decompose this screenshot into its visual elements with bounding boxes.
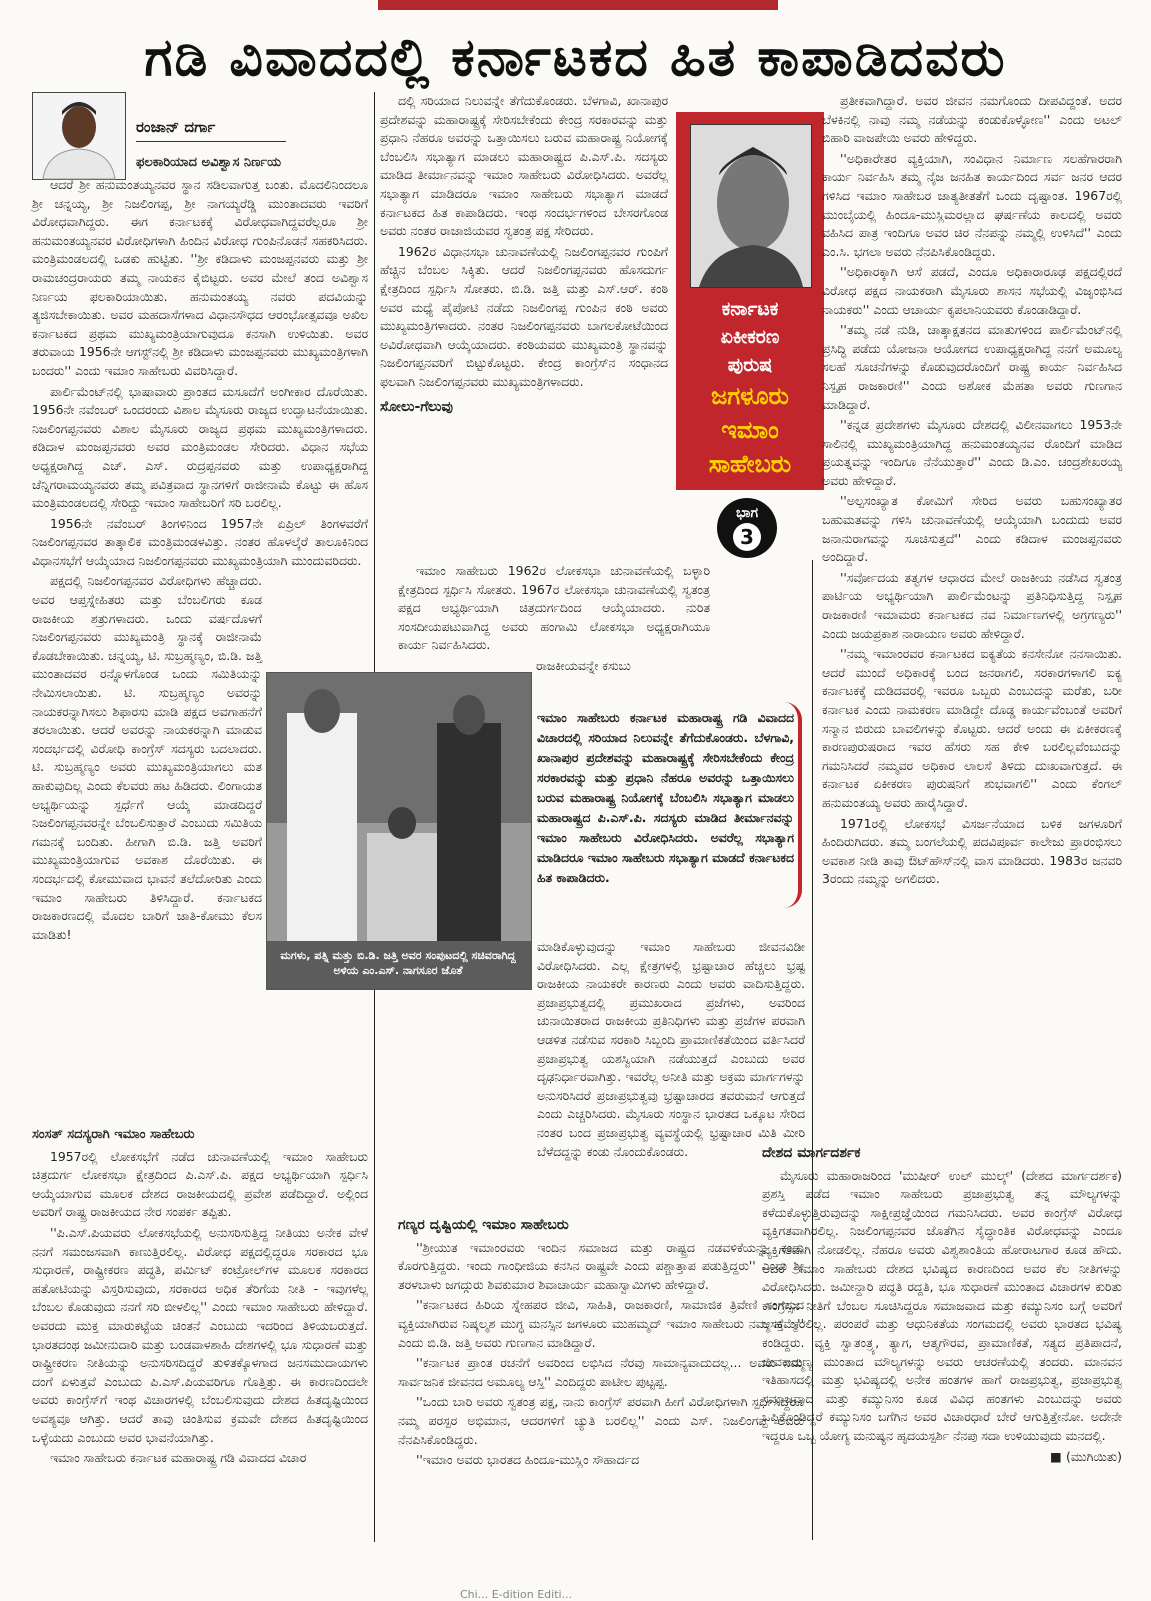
col3-paragraph: ಪ್ರತೀಕವಾಗಿದ್ದಾರೆ. ಅವರ ಜೀವನ ನಮಗೊಂದು ದೀಪವಿದ್ದಂತೆ. ಅದರ ಬೆಳಕಿನಲ್ಲಿ ನಾವು ನಮ್ಮ ನಡೆಯನ್ನು ಕಂಡುಕೊಳ್ಳೋಣ'' ಎಂದು ಅಟಲ್ ಬಿಹಾರಿ ವಾಜಪೇಯಿ ಅವರು ಹೇಳಿದ್ದರು. [822,93,1122,146]
col1-paragraph: ಪಕ್ಷದಲ್ಲಿ ನಿಜಲಿಂಗಪ್ಪನವರ ವಿರೋಧಿಗಳು ಹೆಚ್ಚಾದರು. ಅವರ ಆಪ್ತಸ್ನೇಹಿತರು ಮತ್ತು ಬೆಂಬಲಿಗರು ಕೂಡ ರಾಜಕೀಯ ಶತ್ರುಗಳಾದರು. ಒಂದು ವರ್ಷದೊಳಗೆ ನಿಜಲಿಂಗಪ್ಪನವರು ಮುಖ್ಯಮಂತ್ರಿ ಸ್ಥಾನಕ್ಕೆ ರಾಜೀನಾಮೆ ಕೊಡಬೇಕಾಯಿತು. ಚನ್ನಯ್ಯ, ಟಿ. ಸುಬ್ರಹ್ಮಣ್ಯಂ, ಬಿ.ಡಿ. ಜತ್ತಿ ಮುಂತಾದವರ ರನ್ನೊಳಗೊಂಡ ಒಂದು ಸಮಿತಿಯನ್ನು ನೇಮಿಸಲಾಯಿತು. ಟಿ. ಸುಬ್ರಹ್ಮಣ್ಯಂ ಅವರನ್ನು ನಾಯಕರನ್ನಾಗಿಸಲು ಶಿಫಾರಸು ಮಾಡಿ ಪಕ್ಷದ ಅವಗಾಹನೆಗೆ ತರಲಾಯಿತು. ಆದರೆ ಅವರನ್ನು ನಾಯಕರನ್ನಾಗಿ ಮಾಡುವ ಸಂದರ್ಭದಲ್ಲಿ ವಿರೋಧಿ ಕಾಂಗ್ರೆಸ್ ಸದಸ್ಯರು ಬದಲಾದರು. ಟಿ. ಸುಬ್ರಹ್ಮಣ್ಯಂ ಅವರು ಮುಖ್ಯಮಂತ್ರಿಯಾಗಲು ಮತ ಹಾಕುವುದಿಲ್ಲ ಎಂದು ಕೆಲವರು ಹಟ ಹಿಡಿದರು. ಲಿಂಗಾಯತ ಅಭ್ಯರ್ಥಿಯನ್ನು ಸ್ಪರ್ಧೆಗೆ ಆಯ್ಕೆ ಮಾಡದಿದ್ದರೆ ನಿಜಲಿಂಗಪ್ಪನವರನ್ನೇ ಬೆಂಬಲಿಸುತ್ತಾರೆ ಎಂಬುದು ಸಮಿತಿಯ ಗಮನಕ್ಕೆ ಬಂದಿತು. ಹೀಗಾಗಿ ಬಿ.ಡಿ. ಜತ್ತಿ ಅವರಿಗೆ ಮುಖ್ಯಮಂತ್ರಿಯಾಗುವ ಅವಕಾಶ ದೊರೆಯಿತು. ಈ ಸಂದರ್ಭದಲ್ಲಿ ಕೋಮುವಾದ ಭಾವನೆ ತಲೆದೋರಿತು ಎಂದು ಇಮಾಂ ಸಾಹೇಬರು ತಿಳಿಸಿದ್ದಾರೆ. ಕರ್ನಾಟಕದ ರಾಜಕಾರಣದಲ್ಲಿ ಮೊದಲ ಬಾರಿಗೆ ಜಾತಿ-ಕೋಮು ಕೆಲಸ ಮಾಡಿತು! [32,573,262,942]
section-heading-mp: ಸಂಸತ್ ಸದಸ್ಯರಾಗಿ ಇಮಾಂ ಸಾಹೇಬರು [32,1127,195,1142]
col2-paragraph: ''ಶ್ರೀಯುತ ಇಮಾಂರವರು ಇಂದಿನ ಸಮಾಜದ ಮತ್ತು ರಾಷ್ಟ್ರದ ನಡವಳಿಕೆಯನ್ನು ಕಂಡು ಕೊರಗುತ್ತಿದ್ದರು. ಇಂದು ಗಾಂಧೀಜಿಯ ಕನಸಿನ ರಾಷ್ಟ್ರವೇ ಎಂದು ಪಶ್ಚಾತ್ತಾಪ ಪಡುತ್ತಿದ್ದರು'' ಎಂದು ಶ್ರೀ ತರಳಬಾಳು ಜಗದ್ಗುರು ಶಿವಕುಮಾರ ಶಿವಾಚಾರ್ಯ ಮಹಾಸ್ವಾಮಿಗಳು ಹೇಳಿದ್ದಾರೆ. [398,1239,804,1292]
feature-line-3: ಪುರುಷ [727,354,773,376]
column-1-heading: ಫಲಕಾರಿಯಾದ ಅವಿಶ್ವಾಸ ನಿರ್ಣಯ [136,155,282,170]
family-photo [266,672,532,990]
feature-name-1: ಜಗಳೂರು [711,382,789,410]
pull-quote: ಇಮಾಂ ಸಾಹೇಬರು ಕರ್ನಾಟಕ ಮಹಾರಾಷ್ಟ್ರ ಗಡಿ ವಿವಾದದ ವಿಚಾರದಲ್ಲಿ ಸರಿಯಾದ ನಿಲುವನ್ನೇ ತೆಗೆದುಕೊಂಡರು. ಬೆಳಗಾವಿ, ಖಾನಾಪುರ ಪ್ರದೇಶವನ್ನು ಮಹಾರಾಷ್ಟ್ರಕ್ಕೆ ಸೇರಿಸಬೇಕೆಂದು ಕೇಂದ್ರ ಸರಕಾರವನ್ನು ಮತ್ತು ಪ್ರಧಾನಿ ನೆಹರೂ ಅವರನ್ನು ಒತ್ತಾಯಿಸಲು ಬರುವ ಮಹಾರಾಷ್ಟ್ರ ನಿಯೋಗಕ್ಕೆ ಬೆಂಬಲಿಸಿ ಸಭಾತ್ಯಾಗ ಮಾಡಲು ಮಹಾರಾಷ್ಟ್ರದ ಪಿ.ಎಸ್.ಪಿ. ಸದಸ್ಯರು ಮಾಡಿದ ತೀರ್ಮಾನವನ್ನು ಇಮಾಂ ಸಾಹೇಬರು ವಿರೋಧಿಸಿದರು. ಅವರೆಲ್ಲ ಸಭಾತ್ಯಾಗ ಮಾಡಿದರೂ ಇಮಾಂ ಸಾಹೇಬರು ಸಭಾತ್ಯಾಗ ಮಾಡದೆ ಕರ್ನಾಟಕದ ಹಿತ ಕಾಪಾಡಿದರು. [537,702,802,908]
col1-paragraph: ಪಾರ್ಲಿಮೆಂಟ್‌ನಲ್ಲಿ ಭಾಷಾವಾರು ಪ್ರಾಂತದ ಮಸೂದೆಗೆ ಅಂಗೀಕಾರ ದೊರೆಯಿತು. 1956ನೇ ನವೆಂಬರ್ ಒಂದರಂದು ವಿಶಾಲ ಮೈಸೂರು ರಾಜ್ಯದ ಉದ್ಘಾಟನೆಯಾಯಿತು. ನಿಜಲಿಂಗಪ್ಪನವರು ವಿಶಾಲ ಮೈಸೂರು ರಾಜ್ಯದ ಪ್ರಥಮ ಮುಖ್ಯಮಂತ್ರಿಗಳಾದರು. ಕಡಿದಾಳ ಮಂಜಪ್ಪನವರು ಅವರ ಮಂತ್ರಿಮಂಡಲ ಸೇರಿದರು. ವಿಧಾನ ಸಭೆಯ ಅಧ್ಯಕ್ಷರಾಗಿದ್ದ ಎಚ್. ಎಸ್. ರುದ್ರಪ್ಪನವರು ಮತ್ತು ಉಪಾಧ್ಯಕ್ಷರಾಗಿದ್ದ ಚೆನ್ನಿಗರಾಮಯ್ಯನವರು ತಮ್ಮ ಪವಿತ್ರವಾದ ಸ್ಥಾನಗಳಿಗೆ ರಾಜೀನಾಮೆ ಕೊಟ್ಟು ಈ ಹೊಸ ಮಂತ್ರಿಮಂಡಲದಲ್ಲಿ ಸೇರಿದ್ದು ಇಮಾಂ ಸಾಹೇಬರಿಗೆ ಸರಿ ಬರಲಿಲ್ಲ. [32,383,368,511]
section-heading-dignitaries: ಗಣ್ಯರ ದೃಷ್ಟಿಯಲ್ಲಿ ಇಮಾಂ ಸಾಹೇಬರು [398,1217,569,1233]
author-portrait [32,92,126,180]
col1-paragraph: ಇಮಾಂ ಸಾಹೇಬರು ಕರ್ನಾಟಕ ಮಹಾರಾಷ್ಟ್ರ ಗಡಿ ವಿವಾದದ ವಿಚಾರ [50,1450,307,1466]
col2-paragraph: ಇಮಾಂ ಸಾಹೇಬರು 1962ರ ಲೋಕಸಭಾ ಚುನಾವಣೆಯಲ್ಲಿ ಬಳ್ಳಾರಿ ಕ್ಷೇತ್ರದಿಂದ ಸ್ಪರ್ಧಿಸಿ ಸೋತರು. 1967ರ ಲೋಕಸಭಾ ಚುನಾವಣೆಯಲ್ಲಿ ಸ್ವತಂತ್ರ ಪಕ್ಷದ ಅಭ್ಯರ್ಥಿಯಾಗಿ ಚಿತ್ರದುರ್ಗದಿಂದ ಆಯ್ಕೆಯಾದರು. ನುರಿತ ಸಂಸದೀಯಪಟುವಾಗಿದ್ದ ಅವರು ಹಂಗಾಮಿ ಲೋಕಸಭಾ ಅಧ್ಯಕ್ಷರಾಗಿಯೂ ಕಾರ್ಯ ನಿರ್ವಹಿಸಿದರು. [398,563,710,653]
section-heading-win-loss: ಸೋಲು-ಗೆಲುವು [380,398,453,415]
col2-paragraph: ದಲ್ಲಿ ಸರಿಯಾದ ನಿಲುವನ್ನೇ ತೆಗೆದುಕೊಂಡರು. ಬೆಳಗಾವಿ, ಖಾನಾಪುರ ಪ್ರದೇಶವನ್ನು ಮಹಾರಾಷ್ಟ್ರಕ್ಕೆ ಸೇರಿಸಬೇಕೆಂದು ಕೇಂದ್ರ ಸರಕಾರವನ್ನು ಮತ್ತು ಪ್ರಧಾನಿ ನೆಹರೂ ಅವರನ್ನು ಒತ್ತಾಯಿಸಲು ಬರುವ ಮಹಾರಾಷ್ಟ್ರ ನಿಯೋಗಕ್ಕೆ ಬೆಂಬಲಿಸಿ ಸಭಾತ್ಯಾಗ ಮಾಡಲು ಮಹಾರಾಷ್ಟ್ರದ ಪಿ.ಎಸ್.ಪಿ. ಸದಸ್ಯರು ಮಾಡಿದ ತೀರ್ಮಾನವನ್ನು ಇಮಾಂ ಸಾಹೇಬರು ವಿರೋಧಿಸಿದರು. ಅವರೆಲ್ಲ ಸಭಾತ್ಯಾಗ ಮಾಡಿದರೂ ಇಮಾಂ ಸಾಹೇಬರು ಸಭಾತ್ಯಾಗ ಮಾಡದೆ ಕರ್ನಾಟಕದ ಹಿತ ಕಾಪಾಡಿದರು. ಇಂಥ ಸಂದರ್ಭಗಳಿಂದ ಬೇಸರಗೊಂಡ ಅವರು ನಂತರ ರಾಜಾಜಿಯವರ ಸ್ವತಂತ್ರ ಪಕ್ಷ ಸೇರಿದರು. [380,93,668,239]
end-note: (ಮುಗಿಯಿತು) [1066,1448,1122,1464]
section-heading-guide: ದೇಶದ ಮಾರ್ಗದರ್ಶಕ [762,1145,861,1161]
col3-paragraph: ''ಸರ್ವೋದಯ ತತ್ವಗಳ ಆಧಾರದ ಮೇಲೆ ರಾಜಕೀಯ ನಡೆಸಿದ ಸ್ವತಂತ್ರ ಪಾರ್ಟಿಯ ಅಭ್ಯರ್ಥಿಯಾಗಿ ಪಾರ್ಲಿಮೆಂಟನ್ನು ಪ್ರತಿನಿಧಿಸುತ್ತಿದ್ದ ನಿಸ್ಪೃಹ ರಾಜಕಾರಣಿ ಇಮಾಮರು ಕರ್ನಾಟಕದ ನವ ನಿರ್ಮಾಣಗಳಲ್ಲಿ ಅಗ್ರಗಣ್ಯರು'' ಎಂದು ಜಯಪ್ರಕಾಶ ನಾರಾಯಣ ಅವರು ಹೇಳಿದ್ದಾರೆ. [822,569,1122,641]
col1-paragraph: ಆದರೆ ಶ್ರೀ ಹನುಮಂತಯ್ಯನವರ ಸ್ಥಾನ ಸಡಿಲವಾಗುತ್ತ ಬಂತು. ಮೊದಲಿನಿಂದಲೂ ಶ್ರೀ ಚನ್ನಯ್ಯ, ಶ್ರೀ ನಿಜಲಿಂಗಪ್ಪ, ಶ್ರೀ ನಾಗಯ್ಯರೆಡ್ಡಿ ಮುಂತಾದವರು ಇವರಿಗೆ ವಿರೋಧವಾಗಿದ್ದರು. ಈಗ ಕರ್ನಾಟಕಕ್ಕೆ ವಿರೋಧವಾಗಿದ್ದವರೆಲ್ಲರೂ ಶ್ರೀ ಹನುಮಂತಯ್ಯನವರ ವಿರೋಧಿಗಳಾಗಿ ಹಿಂದಿನ ವಿರೋಧ ಗುಂಪಿನೊಡನೆ ಸಹಕರಿಸಿದರು. ಮಂತ್ರಿಮಂಡಲದಲ್ಲಿ ಒಡಕು ಹುಟ್ಟಿತು. ''ಶ್ರೀ ಕಡಿದಾಳು ಮಂಜಪ್ಪನವರು ಮತ್ತು ಶ್ರೀ ರಾಮಚಂದ್ರರಾಯರು ತಮ್ಮ ನಾಯಕನ ಕೈಬಿಟ್ಟರು. ಅವರ ಮೇಲೆ ತಂದ ಅವಿಶ್ವಾಸ ನಿರ್ಣಯ ಫಲಕಾರಿಯಾಯಿತು. ಹನುಮಂತಯ್ಯ ನವರು ಪದವಿಯನ್ನು ತ್ಯಜಿಸಬೇಕಾಯಿತು. ಅವರ ಮಹದಾಸೆಗಳಾದ ವಿಧಾನಸೌಧದ ಆರಂಭೋತ್ಸವವೂ ಅಖಿಲ ಕರ್ನಾಟಕದ ಪ್ರಥಮ ಮುಖ್ಯಮಂತ್ರಿಯಾಗುವುದೂ ಕನಸಾಗಿ ಉಳಿಯಿತು. ಅವರ ತರುವಾಯ 1956ನೇ ಆಗಸ್ಟ್‌ನಲ್ಲಿ ಶ್ರೀ ಕಡಿದಾಳು ಮಂಜಪ್ಪನವರು ಮುಖ್ಯಮಂತ್ರಿಗಳಾಗಿ ಬಂದರು'' ಎಂದು ಇಮಾಂ ಸಾಹೇಬರು ವಿವರಿಸಿದ್ದಾರೆ. [32,177,368,378]
part-label: ಭಾಗ [735,505,759,521]
col3-paragraph: 1971ರಲ್ಲಿ ಲೋಕಸಭೆ ವಿಸರ್ಜನೆಯಾದ ಬಳಿಕ ಜಗಳೂರಿಗೆ ಹಿಂದಿರುಗಿದರು. ತಮ್ಮ ಬಂಗಲೆಯಲ್ಲಿ ಪದವಿಪೂರ್ವ ಕಾಲೇಜು ಪ್ರಾರಂಭಿಸಲು ಅವಕಾಶ ನೀಡಿ ತಾವು ಔಟ್‌ಹೌಸ್‌ನಲ್ಲಿ ವಾಸ ಮಾಡಿದರು. 1983ರ ಜನವರಿ 3ರಂದು ನಮ್ಮನ್ನು ಅಗಲಿದರು. [822,815,1122,887]
col2-paragraph: ''ಕರ್ನಾಟಕದ ಹಿರಿಯ ಸ್ನೇಹಪರ ಜೀವಿ, ಸಾಹಿತಿ, ರಾಜಕಾರಣಿ, ಸಾಮಾಜಿಕ ತ್ರಿವೇಣಿ ಸಂಗಮದ ವ್ಯಕ್ತಿಯಾಗಿರುವ ನಿಷ್ಕಲ್ಮಶ ಮುಗ್ಧ ಮನಸ್ಸಿನ ಜಗಳೂರು ಮುಹಮ್ಮದ್ ಇಮಾಂ ಸಾಹೇಬರು ನಮ್ಮ ಹೆಮ್ಮೆ'' ಎಂದು ಬಿ.ಡಿ. ಜತ್ತಿ ಅವರು ಗುಣಗಾನ ಮಾಡಿದ್ದಾರೆ. [398,1297,804,1350]
col2-paragraph: ಮಾಡಿಕೊಳ್ಳುವುದನ್ನು ಇಮಾಂ ಸಾಹೇಬರು ಜೀವನವಿಡೀ ವಿರೋಧಿಸಿದರು. ಎಲ್ಲ ಕ್ಷೇತ್ರಗಳಲ್ಲಿ ಭ್ರಷ್ಟಾಚಾರ ಹೆಚ್ಚಲು ಭ್ರಷ್ಟ ರಾಜಕೀಯ ನಾಯಕರೇ ಕಾರಣರು ಎಂದು ಅವರು ವಾದಿಸುತ್ತಿದ್ದರು. ಪ್ರಜಾಪ್ರಭುತ್ವದಲ್ಲಿ ಪ್ರಮುಖರಾದ ಪ್ರಜೆಗಳು, ಅವರಿಂದ ಚುನಾಯಿತರಾದ ರಾಜಕೀಯ ಪ್ರತಿನಿಧಿಗಳು ಮತ್ತು ಪ್ರಜೆಗಳ ಪರವಾಗಿ ಆಡಳಿತ ನಡೆಸುವ ಸರಕಾರಿ ಸಿಬ್ಬಂದಿ ಪ್ರಾಮಾಣಿಕತೆಯಿಂದ ವರ್ತಿಸಿದರೆ ಪ್ರಜಾಪ್ರಭುತ್ವ ಯಶಸ್ವಿಯಾಗಿ ನಡೆಯುತ್ತದೆ ಎಂಬುದು ಅವರ ದೃಢನಿರ್ಧಾರವಾಗಿತ್ತು. ಇವರೆಲ್ಲ ಅನೀತಿ ಮತ್ತು ಅಕ್ರಮ ಮಾರ್ಗಗಳನ್ನು ಅನುಸರಿಸಿದರೆ ಪ್ರಜಾಪ್ರಭುತ್ವವು ಭ್ರಷ್ಟಾಚಾರದ ತವರುಮನೆ ಆಗುತ್ತದೆ ಎಂದು ಎಚ್ಚರಿಸಿದರು. ಮೈಸೂರು ಸಂಸ್ಥಾನ ಭಾರತದ ಒಕ್ಕೂಟ ಸೇರಿದ ನಂತರ ಬಂದ ಪ್ರಜಾಪ್ರಭುತ್ವ ವ್ಯವಸ್ಥೆಯಲ್ಲಿ ಭ್ರಷ್ಟಾಚಾರ ಮಿತಿ ಮೀರಿ ಬೆಳೆದದ್ದನ್ನು ಕಂಡು ನೊಂದುಕೊಂಡರು. [537,939,805,1159]
col2-paragraph: ''ಒಂದು ಬಾರಿ ಅವರು ಸ್ವತಂತ್ರ ಪಕ್ಷ, ನಾನು ಕಾಂಗ್ರೆಸ್ ಪರವಾಗಿ ಹೀಗೆ ವಿರೋಧಿಗಳಾಗಿ ಸ್ಪರ್ಧಿಸಿದ್ದರೂ ನಮ್ಮ ಪರಸ್ಪರ ಅಭಿಮಾನ, ಆದರಗಳಿಗೆ ಚ್ಯುತಿ ಬರಲಿಲ್ಲ'' ಎಂದು ಎಸ್. ನಿಜಲಿಂಗಪ್ಪ ಅವರು ನೆನಪಿಸಿಕೊಂಡಿದ್ದರು. [398,1394,804,1447]
end-mark: ■ [1049,1448,1067,1464]
column-3 [822,92,1122,1142]
feature-name-2: ಇಮಾಂ [721,416,779,444]
col1-paragraph: 1956ನೇ ನವೆಂಬರ್ ತಿಂಗಳಿನಿಂದ 1957ನೇ ಏಪ್ರಿಲ್ ತಿಂಗಳವರೆಗೆ ನಿಜಲಿಂಗಪ್ಪನವರ ತಾತ್ಕಾಲಿಕ ಮಂತ್ರಿಮಂಡಳವಿತ್ತು. ನಂತರ ಹೊಳಲ್ಕೆರೆ ತಾಲೂಕಿನಿಂದ ವಿಧಾನಸಭೆಗೆ ಆಯ್ಕೆಯಾದ ನಿಜಲಿಂಗಪ್ಪನವರು ಮುಖ್ಯಮಂತ್ರಿಯಾಗಿ ಮುಂದುವರಿದರು. [32,515,368,568]
feature-name-3: ಸಾಹೇಬರು [708,450,792,478]
footer-text: Chi... E-dition Editi... [460,1588,573,1601]
col1-paragraph: 1957ರಲ್ಲಿ ಲೋಕಸಭೆಗೆ ನಡೆದ ಚುನಾವಣೆಯಲ್ಲಿ ಇಮಾಂ ಸಾಹೇಬರು ಚಿತ್ರದುರ್ಗ ಲೋಕಸಭಾ ಕ್ಷೇತ್ರದಿಂದ ಪಿ.ಎಸ್.ಪಿ. ಪಕ್ಷದ ಅಭ್ಯರ್ಥಿಯಾಗಿ ಸ್ಪರ್ಧಿಸಿ ಆಯ್ಕೆಯಾಗುವ ಮೂಲಕ ದೇಶದ ರಾಜಕೀಯದಲ್ಲಿ ಪ್ರವೇಶ ಪಡೆದಿದ್ದಾರೆ. ಅಲ್ಲಿಂದ ಅವರಿಗೆ ರಾಷ್ಟ್ರ ರಾಜಕೀಯದ ನೇರ ಸಂಪರ್ಕ ತಪ್ಪಿತು. [32,1148,368,1220]
col2-paragraph: ''ಇಮಾಂ ಅವರು ಭಾರತದ ಹಿಂದೂ-ಮುಸ್ಲಿಂ ಸೌಹಾರ್ದದ [416,1452,640,1468]
author-name: ರಂಜಾನ್ ದರ್ಗಾ [136,118,216,136]
col3-paragraph: ಮೈಸೂರು ಮಹಾರಾಜರಿಂದ 'ಮುಷೀರ್ ಉಲ್ ಮುಲ್ಕ್' (ದೇಶದ ಮಾರ್ಗದರ್ಶಕ) ಪ್ರಶಸ್ತಿ ಪಡೆದ ಇಮಾಂ ಸಾಹೇಬರು ಪ್ರಜಾಪ್ರಭುತ್ವ ತನ್ನ ಮೌಲ್ಯಗಳನ್ನು ಕಳೆದುಕೊಳ್ಳುತ್ತಿರುವುದನ್ನು ಸಾಕ್ಷೀಪ್ರಜ್ಞೆಯಿಂದ ಗಮನಿಸಿದರು. ಅವರ ಕಾಂಗ್ರೆಸ್ ವಿರೋಧ ವ್ಯಕ್ತಿಗತವಾಗಿರಲಿಲ್ಲ. ನಿಜಲಿಂಗಪ್ಪನವರ ಜೊತೆಗಿನ ಸೈದ್ಧಾಂತಿಕ ವಿರೋಧವನ್ನು ಎಂದೂ ವ್ಯಕ್ತಿಗತವಾಗಿ ನೋಡಲಿಲ್ಲ. ನೆಹರೂ ಅವರು ವಿಶ್ವಶಾಂತಿಯ ಹೋರಾಟಗಾರ ಕೂಡ ಹೌದು. ಆದರೆ ಇಮಾಂ ಸಾಹೇಬರು ದೇಶದ ಭವಿಷ್ಯದ ಕಾರಣದಿಂದ ಅವರ ಕೆಲ ನೀತಿಗಳನ್ನು ವಿರೋಧಿಸಿದರು. ಜಮೀನ್ದಾರಿ ಪದ್ಧತಿ ರದ್ದತಿ, ಭೂ ಸುಧಾರಣೆ ಮುಂತಾದ ವಿಚಾರಗಳ ಕುರಿತು ಕಾಂಗ್ರೆಸ್ಸಿನ ನೀತಿಗೆ ಬೆಂಬಲ ಸೂಚಿಸಿದ್ದರೂ ಸಮಾಜವಾದ ಮತ್ತು ಕಮ್ಯುನಿಸಂ ಬಗ್ಗೆ ಅವರಿಗೆ ಆಸಕ್ತಿ ಇರಲಿಲ್ಲ. ಪರಂಪರೆ ಮತ್ತು ಆಧುನಿಕತೆಯ ಸಂಗಮದಲ್ಲಿ ಅವರು ಭಾರತದ ಭವಿಷ್ಯ ಕಂಡಿದ್ದರು. ವ್ಯಕ್ತಿ ಸ್ವಾತಂತ್ರ್ಯ, ತ್ಯಾಗ, ಆತ್ಮಗೌರವ, ಪ್ರಾಮಾಣಿಕತೆ, ಸತ್ಯದ ಪ್ರತಿಪಾದನೆ, ಜೀವಕಾರುಣ್ಯ ಮುಂತಾದ ಮೌಲ್ಯಗಳನ್ನು ಅವರು ಆಚರಣೆಯಲ್ಲಿ ತಂದರು. ಮಾನವನ ಇತಿಹಾಸದಲ್ಲಿ ಮತ್ತು ಭವಿಷ್ಯದಲ್ಲಿ ಅನೇಕ ಹಂತಗಳ ಹಾಗೆ ರಾಜಪ್ರಭುತ್ವ, ಪ್ರಜಾಪ್ರಭುತ್ವ ಸಮಾಜವಾದ ಮತ್ತು ಕಮ್ಯುನಿಸಂ ಕೂಡ ವಿವಿಧ ಹಂತಗಳು ಎಂಬುದನ್ನು ಅವರು ಒಪ್ಪಿಕೊಂಡಿದ್ದರೆ ಕಮ್ಯುನಿಸಂ ಬಗೆಗಿನ ಅವರ ವಿಚಾರಧಾರೆ ಬೇರೆ ಆಗುತ್ತಿತ್ತೇನೋ. ಅದೇನೇ ಇದ್ದರೂ ಒಬ್ಬ ಯೋಗ್ಯ ಮನುಷ್ಯನ ಹೃದಯಸ್ಪರ್ಶಿ ನೆನಪು ಸದಾ ಉಳಿಯುವುದು ಮನದಲ್ಲಿ. [762,1167,1122,1443]
part-badge [717,498,777,558]
col3-paragraph: ''ಅಧಿಕಾರಕ್ಕಾಗಿ ಆಸೆ ಪಡದೆ, ಎಂದೂ ಅಧಿಕಾರಾರೂಢ ಪಕ್ಷದಲ್ಲಿರದೆ ವಿರೋಧ ಪಕ್ಷದ ನಾಯಕರಾಗಿ ಮೈಸೂರು ಶಾಸನ ಸಭೆಯಲ್ಲಿ ವಿಜೃಂಭಿಸಿದ ನಾಯಕರು'' ಎಂದು ಆಚಾರ್ಯ ಕೃಪಲಾನಿಯವರು ಕೊಂಡಾಡಿದ್ದಾರೆ. [822,264,1122,317]
column-1-bottom [32,1122,368,1542]
byline-rule [136,141,286,142]
col2-paragraph: ''ಕರ್ನಾಟಕ ಪ್ರಾಂತ ರಚನೆಗೆ ಅವರಿಂದ ಲಭಿಸಿದ ನೆರವು ಸಾಮಾನ್ಯವಾದುದಲ್ಲ... ಅವರು ನಮ್ಮ ಸಾರ್ವಜನಿಕ ಜೀವನದ ಅಮೂಲ್ಯ ಆಸ್ತಿ'' ಎಂದಿದ್ದರು ಪಾಟೀಲ ಪುಟ್ಟಪ್ಪ. [398,1355,804,1389]
col1-paragraph: ''ಪಿ.ಎಸ್.ಪಿಯವರು ಲೋಕಸಭೆಯಲ್ಲಿ ಅನುಸರಿಸುತ್ತಿದ್ದ ನೀತಿಯು ಅನೇಕ ವೇಳೆ ನನಗೆ ಸಮಂಜಸವಾಗಿ ಕಾಣುತ್ತಿರಲಿಲ್ಲ. ವಿರೋಧ ಪಕ್ಷದಲ್ಲಿದ್ದರೂ ಸರಕಾರದ ಭೂ ಸುಧಾರಣೆ, ರಾಷ್ಟ್ರೀಕರಣ ಪದ್ಧತಿ, ಪರ್ಮಿಟ್ ಕಂಟ್ರೋಲ್‌ಗಳ ಮೂಲಕ ಸರಕಾರದ ಹತೋಟಿಯನ್ನು ವಿಸ್ತರಿಸುವುದು, ಸರಕಾರದ ಅಧಿಕ ತೆರಿಗೆಯ ನೀತಿ - ಇವುಗಳೆಲ್ಲ ಬೆಂಬಲ ಕೊಡುವುದು ನನಗೆ ಸರಿ ಬೀಳಲಿಲ್ಲ'' ಎಂದು ಇಮಾಂ ಸಾಹೇಬರು ಹೇಳಿದ್ದಾರೆ. ಅವರದು ಮುಕ್ತ ಮಾರುಕಟ್ಟೆಯ ಚಿಂತನೆ ಎಂಬುದು ಇದರಿಂದ ತಿಳಿಯಬರುತ್ತದೆ. ಭಾರತದಂಥ ಜಮೀನುದಾರಿ ಮತ್ತು ಬಂಡವಾಳಶಾಹಿ ದೇಶಗಳಲ್ಲಿ ಭೂ ಸುಧಾರಣೆ ಮತ್ತು ರಾಷ್ಟ್ರೀಕರಣ ನೀತಿಯನ್ನು ಅನುಸರಿಸದಿದ್ದರೆ ತುಳಿತಕ್ಕೊಳಗಾದ ಜನಸಮುದಾಯಗಳು ದಂಗೆ ಏಳುತ್ತವೆ ಎಂಬುದು ಪಿ.ಎಸ್.ಪಿಯವರಿಗೂ ಗೊತ್ತಿತ್ತು. ಈ ಕಾರಣದಿಂದಲೇ ಅವರು ಕಾಂಗ್ರೆಸ್‌ಗೆ ಇಂಥ ವಿಚಾರಗಳಲ್ಲಿ ಬೆಂಬಲಿಸುವುದು ದೇಶದ ಹಿತದೃಷ್ಟಿಯಿಂದ ಅವಶ್ಯವೂ ಆಗಿತ್ತು. ಆದರೆ ತಾವು ಚಿಂತಿಸುವ ಕ್ರಮವೇ ದೇಶದ ಹಿತದೃಷ್ಟಿಯಿಂದ ಒಳ್ಳೆಯದು ಎಂಬುದು ಅವರ ಭಾವನೆಯಾಗಿತ್ತು. [32,1224,368,1445]
col2-paragraph: ರಾಜಕೀಯವನ್ನೇ ಕಸುಬು [536,657,631,673]
end-note-row [762,1448,1122,1467]
col3-paragraph: ''ಕನ್ನಡ ಪ್ರದೇಶಗಳು ಮೈಸೂರು ದೇಶದಲ್ಲಿ ವಿಲೀನವಾಗಲು 1953ನೇ ಸಾಲಿನಲ್ಲಿ ಮುಖ್ಯಮಂತ್ರಿಯಾಗಿದ್ದ ಹನುಮಂತಯ್ಯನವ ರೊಂದಿಗೆ ಮಾಡಿದ ಪ್ರಯತ್ನವನ್ನು ಇಂದಿಗೂ ನೆನೆಯುತ್ತಾರೆ'' ಎಂದು ಡಿ.ಎಂ. ಚಂದ್ರಶೇಖರಯ್ಯ ಅವರು ಹೇಳಿದ್ದಾರೆ. [822,417,1122,488]
headline: ಗಡಿ ವಿವಾದದಲ್ಲಿ ಕರ್ನಾಟಕದ ಹಿತ ಕಾಪಾಡಿದವರು [144,28,1007,88]
col3-paragraph: ''ಅಲ್ಪಸಂಖ್ಯಾತ ಕೋಮಿಗೆ ಸೇರಿದ ಅವರು ಬಹುಸಂಖ್ಯಾತರ ಬಹುಮತವನ್ನು ಗಳಿಸಿ ಚುನಾವಣೆಯಲ್ಲಿ ಆಯ್ಕೆಯಾಗಿ ಬಂದುದು ಅವರ ಜನಾನುರಾಗವನ್ನು ಸೂಚಿಸುತ್ತದೆ'' ಎಂದು ಕಡಿದಾಳ ಮಂಜಪ್ಪನವರು ಅಂದಿದ್ದಾರೆ. [822,493,1122,565]
col3-paragraph: ''ಅಧಿಕಾರೇತರ ವ್ಯಕ್ತಿಯಾಗಿ, ಸಂವಿಧಾನ ನಿರ್ಮಾಣ ಸಲಹೆಗಾರರಾಗಿ ಕಾರ್ಯ ನಿರ್ವಹಿಸಿ ತಮ್ಮ ನೈಜ ಜನಹಿತ ಕಾರ್ಯದಿಂದ ಸರ್ವ ಜನರ ಆದರ ಗಳಿಸಿದ ಇಮಾಂ ಸಾಹೇಬರ ಜಾತ್ಯತೀತತೆಗೆ ಒಂದು ದೃಷ್ಟಾಂತ. 1967ರಲ್ಲಿ ಮುಂಬೈಯಲ್ಲಿ ಹಿಂದೂ-ಮುಸ್ಲಿಮರಲ್ಲಾದ ಘರ್ಷಣೆಯ ಕಾಲದಲ್ಲಿ ಅವರು ವಹಿಸಿದ ಪಾತ್ರ ಇಂದಿಗೂ ಅವರ ಚಿರ ನೆನಪನ್ನು ನಮ್ಮಲ್ಲಿ ಉಳಿಸಿದೆ'' ಎಂದು ಎಂ.ಸಿ. ಭಗಲಾ ಅವರು ನೆನಪಿಸಿಕೊಂಡಿದ್ದರು. [822,150,1122,259]
feature-line-2: ಏಕೀಕರಣ [720,326,780,348]
photo-caption: ಮಗಳು, ಪತ್ನಿ ಮತ್ತು ಬಿ.ಡಿ. ಜತ್ತಿ ಅವರ ಸಂಪುಟದಲ್ಲಿ ಸಚಿವರಾಗಿದ್ದ ಅಳಿಯ ಎಂ.ಎಸ್. ನಾಗಸೂರ ಜೊತೆ [280,949,516,977]
col3-paragraph: ''ತಮ್ಮ ನಡೆ ನುಡಿ, ಚಾತ್ಕಾಕ್ಷತನದ ಮಾತುಗಳಿಂದ ಪಾರ್ಲಿಮೆಂಟ್‌ನಲ್ಲಿ ಪ್ರಸಿದ್ಧಿ ಪಡೆದು ಯೋಜನಾ ಆಯೋಗದ ಉಪಾಧ್ಯಕ್ಷರಾಗಿದ್ದ ನನಗೆ ಅಮೂಲ್ಯ ಸಲಹೆ ಸೂಚನೆಗಳನ್ನು ಕೊಡುವುದರೊಂದಿಗೆ ರಾಷ್ಟ್ರ ಕಾರ್ಯ ನಿರ್ವಹಿಸಿದ ನಿಸ್ಪೃಹ ರಾಜಕಾರಣಿ'' ಎಂದು ಅಶೋಕ ಮೆಹತಾ ಅವರು ಗುಣಗಾನ ಮಾಡಿದ್ದಾರೆ. [822,322,1122,412]
imam-saheb-portrait [690,124,812,288]
feature-line-1: ಕರ್ನಾಟಕ [721,298,779,320]
col2-paragraph: 1962ರ ವಿಧಾನಸಭಾ ಚುನಾವಣೆಯಲ್ಲಿ ನಿಜಲಿಂಗಪ್ಪನವರ ಗುಂಪಿಗೆ ಹೆಚ್ಚಿನ ಬೆಂಬಲ ಸಿಕ್ಕಿತು. ಆದರೆ ನಿಜಲಿಂಗಪ್ಪನವರು ಹೊಸದುರ್ಗ ಕ್ಷೇತ್ರದಿಂದ ಸ್ಪರ್ಧಿಸಿ ಸೋತರು. ಬಿ.ಡಿ. ಜತ್ತಿ ಮತ್ತು ಎಸ್.ಆರ್. ಕಂಠಿ ಅವರ ಮಧ್ಯೆ ಪೈಪೋಟಿ ನಡೆದು ನಿಜಲಿಂಗಪ್ಪ ಗುಂಪಿನ ಕಂಠಿ ಅವರು ಮುಖ್ಯಮಂತ್ರಿಗಳಾದರು. ನಂತರ ನಿಜಲಿಂಗಪ್ಪನವರು ಬಾಗಲಕೋಟೆಯಿಂದ ಅವಿರೋಧವಾಗಿ ಆಯ್ಕೆಯಾದರು. ಕಂಠಿಯವರು ಮುಖ್ಯಮಂತ್ರಿ ಸ್ಥಾನವನ್ನು ನಿಜಲಿಂಗಪ್ಪನವರಿಗೆ ಬಿಟ್ಟುಕೊಟ್ಟರು. ಕೇಂದ್ರ ಕಾಂಗ್ರೆಸ್‌ನ ಸಂಧಾನದ ಫಲವಾಗಿ ನಿಜಲಿಂಗಪ್ಪನವರು ಮುಖ್ಯಮಂತ್ರಿಗಳಾದರು. [380,243,668,389]
column-3-bottom [762,1138,1122,1548]
part-number: 3 [733,523,761,551]
feature-title [676,295,824,481]
top-accent-bar [378,0,778,10]
col3-paragraph: ''ನಮ್ಮ ಇಮಾಂರವರ ಕರ್ನಾಟಕದ ಐಕ್ಯತೆಯ ಕನಸೇನೋ ನನಸಾಯಿತು. ಆದರೆ ಮುಂದೆ ಅಧಿಕಾರಕ್ಕೆ ಬಂದ ಜನರಾಗಲಿ, ಸರಕಾರಗಳಾಗಲಿ ಐಕ್ಯ ಕರ್ನಾಟಕಕ್ಕೆ ದುಡಿದವರಲ್ಲಿ ಇವರೂ ಒಬ್ಬರು ಎಂಬುದನ್ನು ಮರೆತು, ಬರೀ ಕರ್ನಾಟಕ ಎಂದು ನಾಮಕರಣ ಮಾಡಿದ್ದೇ ದೊಡ್ಡ ಕಾರ್ಯವೆಂಬಂತೆ ಅವರಿಗೆ ಸನ್ಮಾನ ಬಿರುದು ಬಾವಲಿಗಳನ್ನು ಕೊಟ್ಟರು. ಆದರೆ ಅಂದು ಈ ಏಕೀಕರಣಕ್ಕೆ ಕಾರಣಪುರುಷರಾದ ಇವರ ಹೆಸರು ಸಹ ಕೇಳಿ ಬರಲಿಲ್ಲವೆಂಬುದನ್ನು ಗಮನಿಸಿದರೆ ನಮ್ಮವರ ಅಧಿಕಾರ ಲಾಲಸೆ ತಿಳಿದು ದುಃಖವಾಗುತ್ತದೆ. ಈ ಕರ್ನಾಟಕ ಏಕೀಕರಣ ಪುರುಷನಿಗೆ ಶುಭವಾಗಲಿ'' ಎಂದು ಕೆಂಗಲ್ ಹನುಮಂತಯ್ಯ ಅವರು ಹಾರೈಸಿದ್ದಾರೆ. [822,646,1122,810]
column-2-lower-text [398,1020,804,1542]
